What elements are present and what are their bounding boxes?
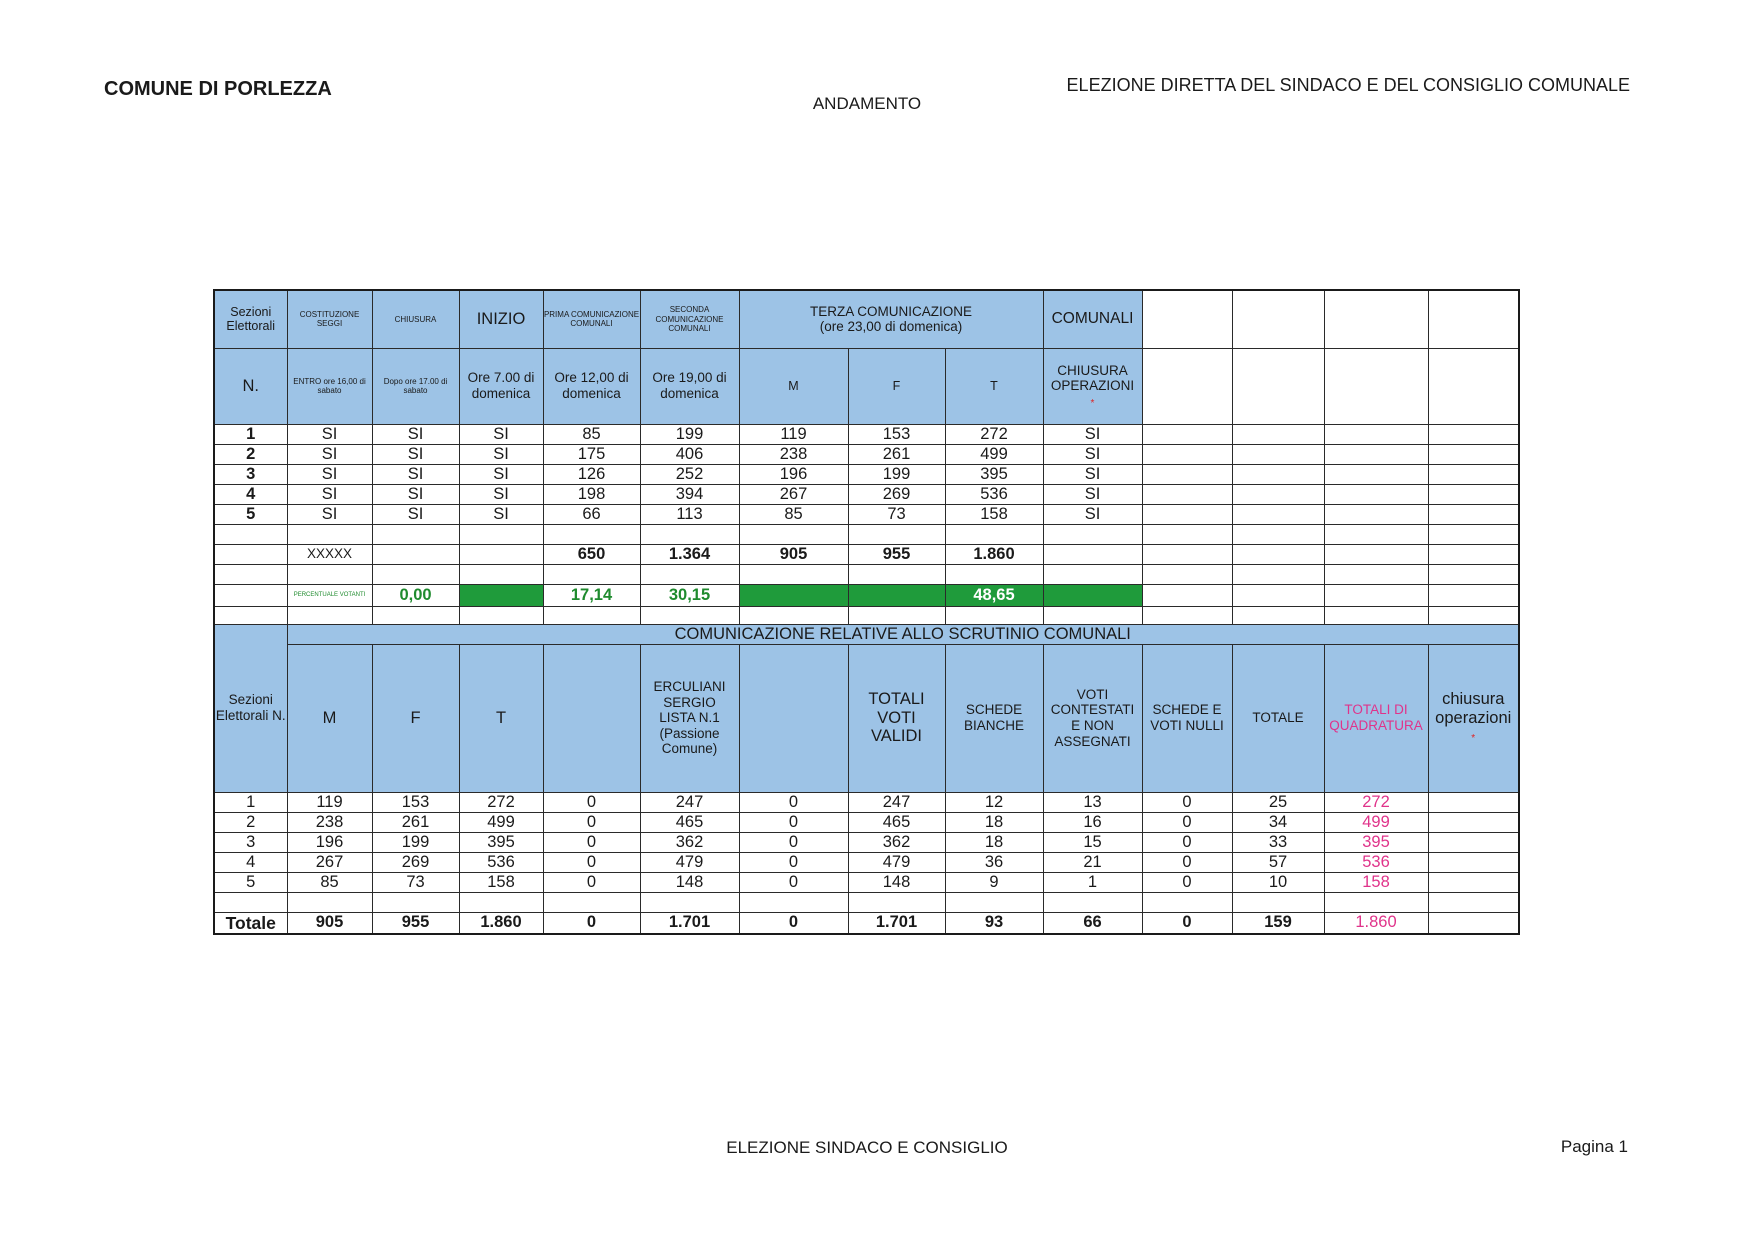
costituzione-header: COSTITUZIONE SEGGI [287,290,372,348]
m-value: 119 [739,424,848,444]
empty-col-value: 0 [543,812,640,832]
t-value: 272 [459,792,543,812]
terza-subtitle: (ore 23,00 di domenica) [819,319,963,335]
scrutinio-m-header: M [287,644,372,792]
t-value: 536 [945,484,1043,504]
scrutinio-row [214,792,1519,812]
inizio-value: SI [459,464,543,484]
t-value: 158 [459,872,543,892]
dopo-header: Dopo ore 17.00 di sabato [372,348,459,424]
t-value: 158 [945,504,1043,524]
section-number: 1 [214,424,287,444]
section-number: 5 [214,504,287,524]
f-header: F [848,348,945,424]
f-value: 73 [372,872,459,892]
spacer-row [214,564,1519,584]
section-number: 3 [214,464,287,484]
t-value: 395 [945,464,1043,484]
m-value: 196 [739,464,848,484]
m-value: 238 [287,812,372,832]
empty-col-value: 0 [543,832,640,852]
chiusura-value: SI [372,504,459,524]
required-marker: * [1090,397,1095,409]
totale-value: 34 [1232,812,1324,832]
entro-header: ENTRO ore 16,00 di sabato [287,348,372,424]
m-total: 905 [287,912,372,934]
operazioni-value: SI [1043,484,1142,504]
operazioni-value: SI [1043,504,1142,524]
inizio-value: SI [459,444,543,464]
inizio-value: SI [459,484,543,504]
nulli-value: 0 [1142,852,1232,872]
spacer-row [214,892,1519,912]
section-row [214,504,1519,524]
m-value: 267 [287,852,372,872]
header-row [214,290,1519,348]
election-results-table [213,289,1520,935]
section-number: 2 [214,812,287,832]
scrutinio-row [214,832,1519,852]
inizio-header: INIZIO [459,290,543,348]
empty-col-value: 0 [543,792,640,812]
chiusura-value: SI [372,464,459,484]
ore7-header: Ore 7.00 di domenica [459,348,543,424]
scrutinio-f-header: F [372,644,459,792]
f-value: 269 [848,484,945,504]
costituzione-value: SI [287,464,372,484]
terza-title: TERZA COMUNICAZIONE [809,303,972,319]
spacer-row [214,524,1519,544]
scrutinio-empty-header [739,644,848,792]
ore19-header: Ore 19,00 di domenica [640,348,739,424]
quadratura-total: 1.860 [1324,912,1428,934]
empty-col-total: 0 [739,912,848,934]
f-total: 955 [372,912,459,934]
seconda-total: 1.364 [640,544,739,564]
prima-value: 85 [543,424,640,444]
section-number: 2 [214,444,287,464]
costituzione-value: SI [287,424,372,444]
section-number: 4 [214,484,287,504]
candidato-header: ERCULIANI SERGIO LISTA N.1 (Passione Comune) [640,644,739,792]
f-value: 153 [372,792,459,812]
section-row [214,464,1519,484]
costituzione-value: SI [287,504,372,524]
voti-validi-value: 479 [848,852,945,872]
quadratura-value: 272 [1324,792,1428,812]
contestati-value: 15 [1043,832,1142,852]
totale-total: 159 [1232,912,1324,934]
schede-bianche-value: 9 [945,872,1043,892]
nulli-total: 0 [1142,912,1232,934]
schede-bianche-value: 36 [945,852,1043,872]
seconda-value: 406 [640,444,739,464]
chiusura-operazioni-header [1043,348,1142,424]
seconda-value: 252 [640,464,739,484]
contestati-value: 16 [1043,812,1142,832]
m-value: 196 [287,832,372,852]
green-fill-cell [739,584,848,606]
costituzione-value: SI [287,444,372,464]
m-value: 119 [287,792,372,812]
spacer-row [214,606,1519,624]
page-number: Pagina 1 [1560,1137,1628,1156]
f-value: 199 [372,832,459,852]
nulli-value: 0 [1142,832,1232,852]
prima-total: 650 [543,544,640,564]
schede-bianche-header: SCHEDE BIANCHE [945,644,1043,792]
chiusura-value: SI [372,444,459,464]
schede-voti-nulli-header: SCHEDE E VOTI NULLI [1142,644,1232,792]
totale-value: 10 [1232,872,1324,892]
f-value: 73 [848,504,945,524]
t-value: 272 [945,424,1043,444]
percentuale-prima: 17,14 [543,584,640,606]
comunali-header: COMUNALI [1043,290,1142,348]
f-total: 955 [848,544,945,564]
prima-value: 66 [543,504,640,524]
empty-col-value: 0 [739,852,848,872]
m-header: M [739,348,848,424]
f-value: 261 [848,444,945,464]
section-number: 5 [214,872,287,892]
totale-value: 25 [1232,792,1324,812]
seconda-comunicazione-header: SECONDA COMUNICAZIONE COMUNALI [640,290,739,348]
operazioni-value: SI [1043,464,1142,484]
election-title: ELEZIONE DIRETTA DEL SINDACO E DEL CONSIGLIO COMUNALE [1066,75,1630,95]
f-value: 199 [848,464,945,484]
scrutinio-title-row [214,624,1519,644]
chiusura-header: CHIUSURA [372,290,459,348]
totali-quadratura-header: TOTALI DI QUADRATURA [1324,644,1428,792]
voti-contestati-header: VOTI CONTESTATI E NON ASSEGNATI [1043,644,1142,792]
t-header: T [945,348,1043,424]
nulli-value: 0 [1142,812,1232,832]
percentuale-seconda: 30,15 [640,584,739,606]
empty-col-value: 0 [739,832,848,852]
totale-label: Totale [214,912,287,934]
totali-voti-validi-header: TOTALI VOTI VALIDI [848,644,945,792]
chiusura-operazioni-label: chiusura operazioni [1435,689,1512,727]
chiusura-value: SI [372,424,459,444]
m-value: 238 [739,444,848,464]
section-number: 3 [214,832,287,852]
percentuale-chiusura: 0,00 [372,584,459,606]
m-value: 85 [739,504,848,524]
m-value: 85 [287,872,372,892]
quadratura-value: 395 [1324,832,1428,852]
inizio-value: SI [459,424,543,444]
empty-col-value: 0 [543,852,640,872]
totals-row [214,544,1519,564]
nulli-value: 0 [1142,872,1232,892]
nulli-value: 0 [1142,792,1232,812]
empty-col-value: 0 [739,792,848,812]
green-fill-cell [848,584,945,606]
voti-validi-value: 362 [848,832,945,852]
quadratura-value: 158 [1324,872,1428,892]
chiusura-operazioni-label: CHIUSURA OPERAZIONI [1050,362,1135,394]
contestati-value: 21 [1043,852,1142,872]
totale-header: TOTALE [1232,644,1324,792]
percentuale-votanti-label: PERCENTUALE VOTANTI [287,584,372,606]
municipality-name: COMUNE DI PORLEZZA [104,78,332,100]
empty-col-value: 0 [739,872,848,892]
scrutinio-row [214,872,1519,892]
empty-col-total: 0 [543,912,640,934]
t-value: 395 [459,832,543,852]
scrutinio-header-row [214,644,1519,792]
t-value: 499 [459,812,543,832]
empty-col-value: 0 [543,872,640,892]
t-value: 499 [945,444,1043,464]
contestati-value: 13 [1043,792,1142,812]
t-value: 536 [459,852,543,872]
terza-comunicazione-header [739,290,1043,348]
totals-placeholder: XXXXX [287,544,372,564]
quadratura-value: 536 [1324,852,1428,872]
candidato-value: 362 [640,832,739,852]
prima-value: 175 [543,444,640,464]
required-marker: * [1471,733,1476,745]
m-total: 905 [739,544,848,564]
percentage-row [214,584,1519,606]
scrutinio-total-row [214,912,1519,934]
totale-value: 33 [1232,832,1324,852]
scrutinio-empty-header [543,644,640,792]
prima-value: 126 [543,464,640,484]
quadratura-value: 499 [1324,812,1428,832]
prima-comunicazione-header: PRIMA COMUNICAZIONE COMUNALI [543,290,640,348]
schede-bianche-value: 18 [945,832,1043,852]
ore12-header: Ore 12,00 di domenica [543,348,640,424]
scrutinio-t-header: T [459,644,543,792]
seconda-value: 113 [640,504,739,524]
sezioni-header: Sezioni Elettorali [214,290,287,348]
candidato-value: 247 [640,792,739,812]
schede-bianche-value: 12 [945,792,1043,812]
green-fill-cell [459,584,543,606]
operazioni-value: SI [1043,424,1142,444]
voti-validi-value: 148 [848,872,945,892]
candidato-value: 465 [640,812,739,832]
f-value: 269 [372,852,459,872]
voti-validi-total: 1.701 [848,912,945,934]
t-total: 1.860 [459,912,543,934]
voti-validi-value: 465 [848,812,945,832]
f-value: 153 [848,424,945,444]
document-section-title: ANDAMENTO [812,94,922,113]
schede-bianche-total: 93 [945,912,1043,934]
empty-col-value: 0 [739,812,848,832]
contestati-total: 66 [1043,912,1142,934]
section-row [214,444,1519,464]
n-header: N. [214,348,287,424]
t-total: 1.860 [945,544,1043,564]
voti-validi-value: 247 [848,792,945,812]
footer-title: ELEZIONE SINDACO E CONSIGLIO [726,1138,1008,1157]
scrutinio-row [214,812,1519,832]
operazioni-value: SI [1043,444,1142,464]
scrutinio-row [214,852,1519,872]
candidato-value: 479 [640,852,739,872]
section-row [214,484,1519,504]
candidato-value: 148 [640,872,739,892]
subheader-row [214,348,1519,424]
candidato-total: 1.701 [640,912,739,934]
green-fill-cell [1043,584,1142,606]
section-row [214,424,1519,444]
costituzione-value: SI [287,484,372,504]
percentuale-terza: 48,65 [945,584,1043,606]
section-number: 1 [214,792,287,812]
seconda-value: 394 [640,484,739,504]
totale-value: 57 [1232,852,1324,872]
f-value: 261 [372,812,459,832]
chiusura-operazioni-header [1428,644,1519,792]
scrutinio-sezioni-header: Sezioni Elettorali N. [214,624,287,792]
chiusura-value: SI [372,484,459,504]
prima-value: 198 [543,484,640,504]
seconda-value: 199 [640,424,739,444]
m-value: 267 [739,484,848,504]
contestati-value: 1 [1043,872,1142,892]
section-number: 4 [214,852,287,872]
scrutinio-title: COMUNICAZIONE RELATIVE ALLO SCRUTINIO COMUNALI [287,624,1519,644]
inizio-value: SI [459,504,543,524]
schede-bianche-value: 18 [945,812,1043,832]
